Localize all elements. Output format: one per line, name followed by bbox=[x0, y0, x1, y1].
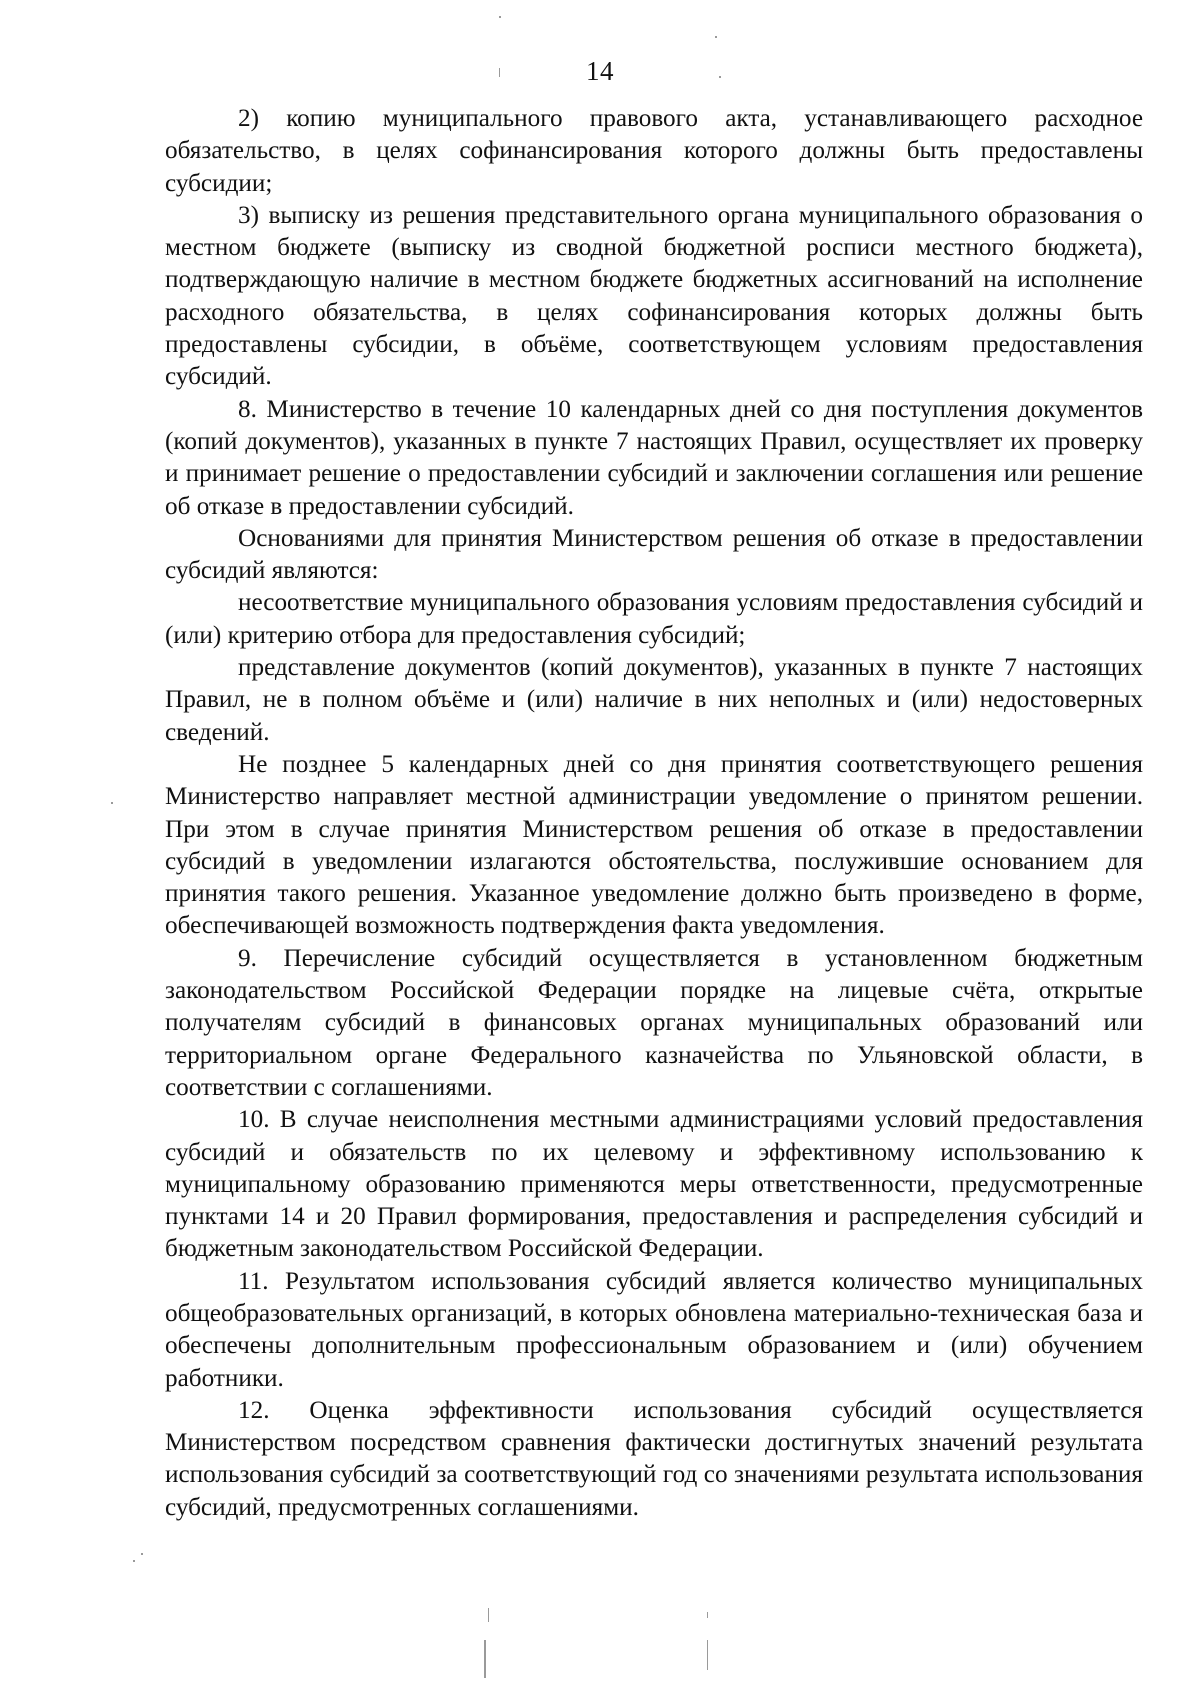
scan-artifact bbox=[484, 1640, 486, 1678]
paragraph-refusal-grounds: Основаниями для принятия Министерством решения об отказе в предоставлении субсидий являются: bbox=[165, 524, 1143, 585]
paragraph-ground-1: несоответствие муниципального образования условиям предоставления субсидий и (или) критерию отбора для предоставления субсидий; bbox=[165, 589, 1143, 649]
paragraph-clause-11: 11. Результатом использования субсидий является количество муниципальных общеобразовательных организаций, в которых обновлена материально-техническая база и обеспечены дополнительным профессиональным образованием и (или) обучением работники. bbox=[165, 1267, 1143, 1392]
scan-artifact bbox=[499, 16, 501, 18]
document-body bbox=[165, 103, 1143, 1524]
paragraph-clause-8: 8. Министерство в течение 10 календарных дней со дня поступления документов (копий документов), указанных в пункте 7 настоящих Правил, осуществляет их проверку и принимает решение о предоставлении субсидий и заключении соглашения или решение об отказе в предоставлении субсидий. bbox=[165, 395, 1143, 520]
scan-artifact bbox=[141, 1553, 143, 1555]
scan-artifact bbox=[111, 802, 113, 804]
paragraph-item-2: 2) копию муниципального правового акта, устанавливающего расходное обязательство, в целях софинансирования которого должны быть предоставлены субсидии; bbox=[165, 105, 1143, 197]
paragraph-notification: Не позднее 5 календарных дней со дня принятия соответствующего решения Министерство направляет местной администрации уведомление о принятом решении. При этом в случае принятия Министерством решения об отказе в предоставлении субсидий в уведомлении излагаются обстоятельства, послужившие основанием для принятия такого решения. Указанное уведомление должно быть произведено в форме, обеспечивающей возможность подтверждения факта уведомления. bbox=[165, 750, 1143, 940]
paragraph-clause-9: 9. Перечисление субсидий осуществляется в установленном бюджетным законодательством Российской Федерации порядке на лицевые счёта, открытые получателям субсидий в финансовых органах муниципальных образований или территориальном органе Федерального казначейства по Ульяновской области, в соответствии с соглашениями. bbox=[165, 944, 1143, 1101]
paragraph-clause-12: 12. Оценка эффективности использования субсидий осуществляется Министерством посредством сравнения фактически достигнутых значений результата использования субсидий за соответствующий год со значениями результата использования субсидий, предусмотренных соглашениями. bbox=[165, 1396, 1143, 1521]
paragraph-ground-2: представление документов (копий документов), указанных в пункте 7 настоящих Правил, не в полном объёме и (или) наличие в них неполных и (или) недостоверных сведений. bbox=[165, 654, 1143, 746]
paragraph-clause-10: 10. В случае неисполнения местными администрациями условий предоставления субсидий и обязательств по их целевому и эффективному использованию к муниципальному образованию применяются меры ответственности, предусмотренные пунктами 14 и 20 Правил формирования, предоставления и распределения субсидий и бюджетным законодательством Российской Федерации. bbox=[165, 1106, 1143, 1263]
scan-artifact bbox=[707, 1612, 708, 1618]
scan-artifact bbox=[499, 68, 500, 77]
scan-artifact bbox=[719, 76, 721, 78]
paragraph-item-3: 3) выписку из решения представительного органа муниципального образования о местном бюджете (выписку из сводной бюджетной росписи местного бюджета), подтверждающую наличие в местном бюджете бюджетных ассигнований на исполнение расходного обязательства, в целях софинансирования которых должны быть предоставлены субсидии, в объёме, соответствующем условиям предоставления субсидий. bbox=[165, 201, 1143, 391]
scan-artifact bbox=[488, 1608, 489, 1622]
scan-artifact bbox=[707, 1640, 708, 1670]
scan-artifact bbox=[715, 36, 717, 38]
page-number: 14 bbox=[586, 56, 614, 86]
scan-artifact bbox=[133, 1560, 135, 1562]
